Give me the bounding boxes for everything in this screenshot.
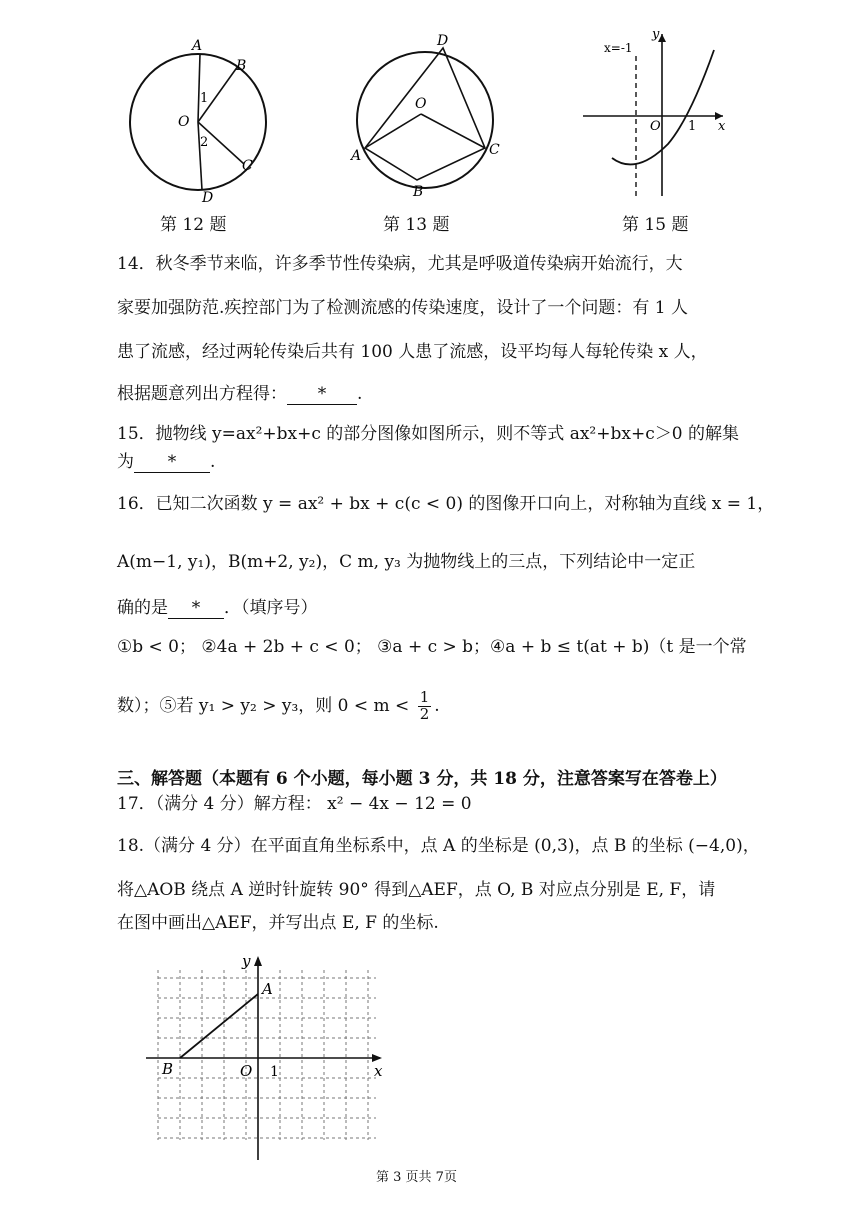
q16-line3 — [117, 598, 318, 619]
fig13-label-C: C — [489, 142, 500, 158]
fig12-label-C: C — [242, 158, 253, 174]
q14-line4 — [117, 384, 362, 405]
q14-answer-blank: * — [287, 384, 357, 405]
q16-line3-suffix: ．（填序号） — [224, 598, 318, 618]
fig15-caption: 第 15 题 — [622, 215, 689, 235]
page-footer: 第 3 页共 7页 — [376, 1170, 457, 1185]
fig12-caption: 第 12 题 — [160, 215, 227, 235]
fig12-label-2: 2 — [200, 135, 209, 150]
q16-line5-prefix: 数）；⑤若 y₁ > y₂ > y₃，则 0 < m < — [117, 695, 410, 716]
fig13-segment-OA — [365, 114, 421, 148]
fig15-label-O: O — [650, 119, 661, 134]
q16-options: ①b < 0； ②4a + 2b + c < 0； ③a + c > b；④a + b ≤ t(at + b)（t 是一个常 — [117, 637, 747, 657]
grid-label-1: 1 — [270, 1064, 279, 1080]
fig12-label-D: D — [202, 190, 214, 205]
q15-answer-blank: * — [134, 452, 210, 473]
grid-label-x: x — [374, 1062, 383, 1080]
q16-answer-blank: * — [168, 598, 224, 619]
q16-line5 — [117, 690, 440, 723]
grid-label-O: O — [240, 1062, 253, 1080]
fig13-segment-OC — [421, 114, 485, 148]
fig12-radius-OD — [198, 122, 202, 190]
q15-line2-suffix: . — [210, 452, 216, 472]
grid-label-A: A — [262, 980, 273, 998]
grid-label-y: y — [242, 952, 251, 970]
q14-line4-suffix: . — [357, 384, 363, 404]
q18-line1: 18.（满分 4 分）在平面直角坐标系中，点 A 的坐标是 (0,3)，点 B 的坐标 (−4,0)， — [117, 836, 760, 856]
fig12-label-1: 1 — [200, 91, 209, 106]
q14-line3: 患了流感，经过两轮传染后共有 100 人患了流感，设平均每人每轮传染 x 人， — [117, 342, 708, 362]
q18-line3: 在图中画出△AEF，并写出点 E, F 的坐标. — [117, 913, 439, 933]
figure-13 — [345, 30, 515, 205]
section3-title: 三、解答题（本题有 6 个小题，每小题 3 分，共 18 分，注意答案写在答卷上） — [117, 769, 727, 789]
fig15-label-x: x — [718, 119, 726, 134]
fig15-label-xline: x=-1 — [604, 41, 633, 55]
figure-15 — [578, 26, 738, 206]
fig12-label-O: O — [178, 114, 190, 130]
fig13-label-D: D — [437, 33, 449, 49]
fig15-label-y: y — [652, 27, 660, 42]
q14-line4-prefix: 根据题意列出方程得： — [117, 384, 287, 404]
q16-line3-prefix: 确的是 — [117, 598, 168, 618]
fig13-quadrilateral — [365, 48, 485, 180]
fig13-label-B: B — [413, 184, 424, 200]
q16-fraction-numerator: 1 — [419, 688, 430, 706]
fig12-radius-OA — [198, 54, 200, 122]
fig12-label-B: B — [236, 58, 247, 74]
fig12-label-A: A — [192, 38, 203, 54]
figure-12 — [120, 30, 290, 205]
grid-label-B: B — [162, 1060, 174, 1078]
q16-line1: 16．已知二次函数 y = ax² + bx + c(c < 0) 的图像开口向上，对称轴为直线 x = 1， — [117, 494, 775, 514]
grid-x-arrow — [372, 1054, 382, 1062]
q15-line1: 15．抛物线 y=ax²+bx+c 的部分图像如图所示，则不等式 ax²+bx+c＞0 的解集 — [117, 424, 739, 444]
q18-line2: 将△AOB 绕点 A 逆时针旋转 90° 得到△AEF，点 O, B 对应点分别是 E, F，请 — [117, 880, 716, 900]
grid-y-arrow — [254, 956, 262, 966]
q16-line5-suffix: . — [434, 695, 440, 716]
q14-line2: 家要加强防范.疾控部门为了检测流感的传染速度，设计了一个问题：有 1 人 — [117, 298, 689, 318]
fig13-label-A: A — [351, 148, 362, 164]
q17-text: 17．（满分 4 分）解方程： x² − 4x − 12 = 0 — [117, 794, 472, 814]
q16-fraction — [418, 690, 432, 723]
fig15-parabola — [612, 50, 714, 164]
q14-line1: 14．秋冬季节来临，许多季节性传染病，尤其是呼吸道传染病开始流行，大 — [117, 254, 683, 274]
fig15-label-1: 1 — [688, 119, 697, 134]
q16-line2: A(m−1, y₁)，B(m+2, y₂)，C m, y₃ 为抛物线上的三点，下列结论中一定正 — [117, 552, 696, 572]
fig13-label-O: O — [415, 96, 427, 112]
q18-grid-figure — [140, 950, 400, 1165]
q16-fraction-denominator: 2 — [419, 704, 430, 723]
q15-line2 — [117, 452, 215, 473]
q15-line2-prefix: 为 — [117, 452, 134, 472]
fig13-caption: 第 13 题 — [383, 215, 450, 235]
